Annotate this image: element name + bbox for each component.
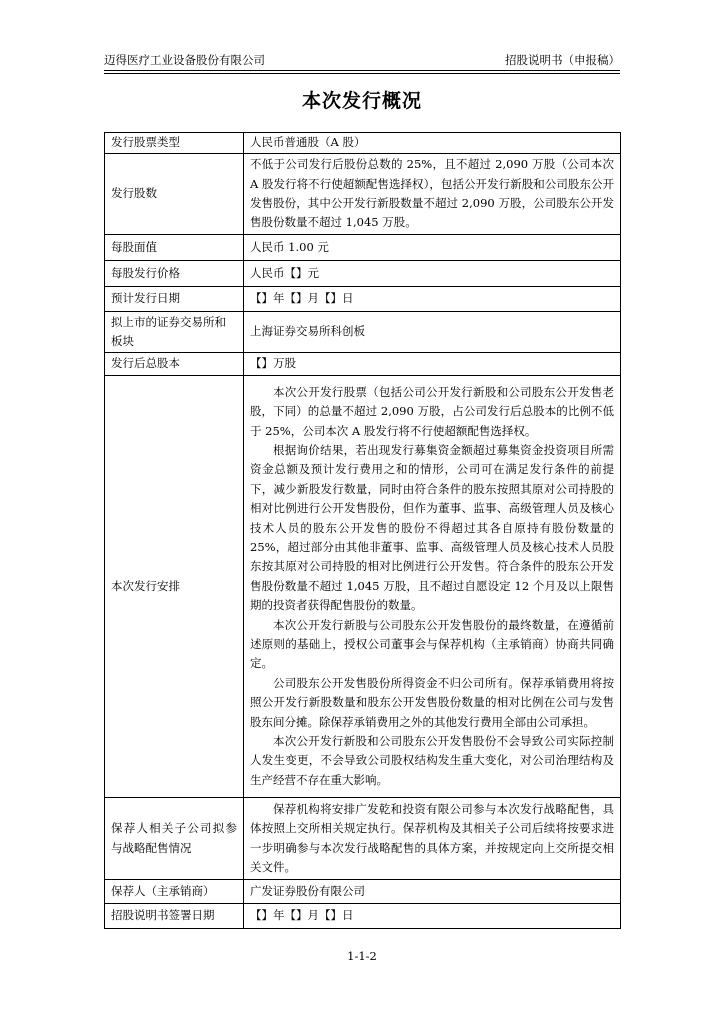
header-company-name: 迈得医疗工业设备股份有限公司 (104, 53, 265, 67)
row-label: 拟上市的证券交易所和板块 (105, 312, 244, 353)
table-row-strategic-placement (105, 798, 621, 880)
page-header (104, 52, 620, 68)
header-document-type: 招股说明书（申报稿） (505, 53, 620, 67)
header-rule-thin (104, 73, 620, 74)
row-label: 每股发行价格 (105, 261, 244, 287)
row-value: 人民币 1.00 元 (244, 235, 621, 261)
header-rule-thick (104, 70, 620, 71)
table-row-issue-date (105, 287, 621, 312)
page-title: 本次发行概况 (301, 90, 422, 112)
table-row-exchange (105, 312, 621, 353)
row-value: 上海证券交易所科创板 (244, 312, 621, 353)
table-row-issue-price (105, 261, 621, 287)
row-label: 发行股票类型 (105, 133, 244, 154)
paragraph: 根据询价结果，若出现发行募集资金额超过募集资金投资项目所需资金总额及预计发行费用之和的情形，公司可在满足发行条件的前提下，减少新股发行数量，同时由符合条件的股东按照其原对公司持股的相对比例进行公开发售股份，但作为董事、监事、高级管理人员及核心技术人员的股东公开发售的股份不得超过其各自原持有股份数量的 25%，超过部分由其他非董事、监事、高级管理人员及核心技术人员股东按其原对公司持股的相对比例进行公开发售。符合条件的股东公开发售股份数量不超过 1,045 万股，且不超过自愿设定 12 个月及以上限售期的投资者获得配售股份的数量。 (250, 442, 614, 613)
row-label: 每股面值 (105, 235, 244, 261)
row-value (244, 376, 621, 798)
row-value: 【】万股 (244, 353, 621, 376)
row-label: 保荐人（主承销商） (105, 880, 244, 904)
row-label: 招股说明书签署日期 (105, 904, 244, 929)
table-row-stock-type (105, 133, 621, 154)
row-label: 预计发行日期 (105, 287, 244, 312)
paragraph: 本次公开发行股票（包括公司公开发行新股和公司股东公开发售老股，下同）的总量不超过 2,090 万股，占公司发行后总股本的比例不低于 25%，公司本次 A 股发行将不行使超额配售选择权。 (250, 384, 614, 438)
paragraph: 保荐机构将安排广发乾和投资有限公司参与本次发行战略配售，具体按照上交所相关规定执行。保荐机构及其相关子公司后续将按要求进一步明确参与本次发行战略配售的具体方案，并按规定向上交所提交相关文件。 (250, 801, 614, 874)
row-value: 人民币普通股（A 股） (244, 133, 621, 154)
row-value (244, 798, 621, 880)
table-row-signing-date (105, 904, 621, 929)
row-label: 保荐人相关子公司拟参与战略配售情况 (105, 798, 244, 880)
paragraph: 本次公开发行新股和公司股东公开发售股份不会导致公司实际控制人发生变更，不会导致公司股权结构发生重大变化，对公司治理结构及生产经营不存在重大影响。 (250, 734, 614, 787)
table-row-sponsor (105, 880, 621, 904)
row-value: 不低于公司发行后股份总数的 25%，且不超过 2,090 万股（公司本次 A 股发行将不行使超额配售选择权），包括公开发行新股和公司股东公开发售股份，其中公开发行新股数量不超过 2,090 万股，公司股东公开发售股份数量不超过 1,045 万股。 (244, 154, 621, 235)
paragraph: 本次公开发行新股与公司股东公开发售股份的最终数量，在遵循前述原则的基础上，授权公司董事会与保荐机构（主承销商）协商共同确定。 (250, 617, 614, 671)
row-value: 【】年【】月【】日 (244, 904, 621, 929)
paragraph: 公司股东公开发售股份所得资金不归公司所有。保荐承销费用将按照公开发行新股数量和股东公开发售股份数量的相对比例在公司与发售股东间分摊。除保荐承销费用之外的其他发行费用全部由公司承担。 (250, 675, 614, 729)
row-value: 人民币【】元 (244, 261, 621, 287)
table-row-share-count (105, 154, 621, 235)
row-label: 发行股数 (105, 154, 244, 235)
row-label: 发行后总股本 (105, 353, 244, 376)
row-label: 本次发行安排 (105, 376, 244, 798)
page-number: 1-1-2 (347, 949, 377, 963)
table-row-issue-arrangement (105, 376, 621, 798)
offering-overview-table (104, 132, 621, 929)
table-row-par-value (105, 235, 621, 261)
row-value: 广发证券股份有限公司 (244, 880, 621, 904)
table-row-total-shares (105, 353, 621, 376)
row-value: 【】年【】月【】日 (244, 287, 621, 312)
